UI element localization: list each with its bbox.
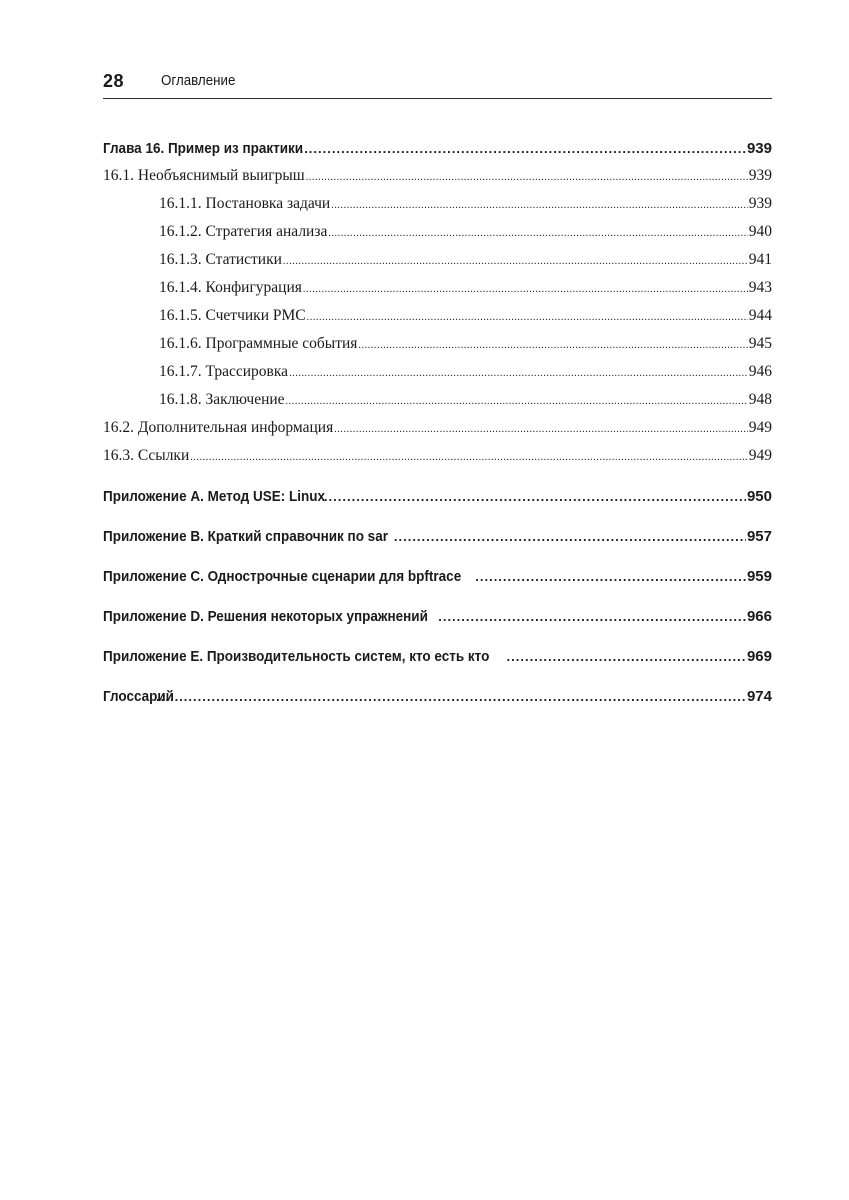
toc-appendix-entry[interactable] [103,564,772,590]
toc-entry-title: Приложение А. Метод USE: Linux [103,488,325,505]
toc-entry-title: 16.1.4. Конфигурация [159,279,302,296]
toc-entry-page: 943 [748,279,772,296]
toc-entry-title: 16.1.1. Постановка задачи [159,195,331,212]
toc-subsection-entry[interactable] [103,218,772,246]
toc-entry-page: 945 [748,335,772,352]
toc-subsection-entry[interactable] [103,274,772,302]
toc-entry-title: Глоссарий [103,688,174,705]
page-number: 28 [103,71,125,91]
dot-leader [190,444,747,472]
dot-leader [303,276,748,304]
dot-leader [475,564,746,590]
toc-entry-title: 16.1.7. Трассировка [159,363,289,380]
dot-leader [438,604,746,630]
dot-leader [289,360,748,388]
toc-entry-page: 966 [746,608,772,625]
toc-entry-page: 939 [746,140,772,157]
toc-entry-page: 946 [748,363,772,380]
toc-entry-page: 939 [748,167,772,184]
toc-entry-page: 949 [748,419,772,436]
dot-leader [324,484,746,510]
toc-appendix-entry[interactable] [103,484,772,510]
toc-entry-title: Глава 16. Пример из практики [103,140,304,157]
toc-entry-title: 16.3. Ссылки [103,447,190,464]
toc-subsection-entry[interactable] [103,358,772,386]
toc-section-entry[interactable] [103,442,772,470]
table-of-contents [103,136,772,710]
toc-entry-title: 16.1. Необъяснимый выигрыш [103,167,305,184]
toc-entry-page: 944 [748,307,772,324]
toc-appendix-entry[interactable] [103,604,772,630]
dot-leader [507,644,746,670]
toc-subsection-entry[interactable] [103,302,772,330]
dot-leader [358,332,747,360]
toc-subsection-entry[interactable] [103,330,772,358]
toc-entry-page: 974 [746,688,772,705]
dot-leader [156,684,746,710]
toc-entry-page: 948 [748,391,772,408]
toc-entry-title: 16.1.3. Статистики [159,251,282,268]
toc-section-entry[interactable] [103,414,772,442]
toc-entry-page: 940 [748,223,772,240]
running-title: Оглавление [161,73,236,89]
dot-leader [300,136,746,162]
toc-entry-page: 939 [748,195,772,212]
toc-entry-title: 16.1.5. Счетчики PMC [159,307,306,324]
toc-subsection-entry[interactable] [103,386,772,414]
dot-leader [328,220,747,248]
toc-entry-page: 959 [746,568,772,585]
toc-entry-title: 16.1.2. Стратегия анализа [159,223,328,240]
toc-section-entry[interactable] [103,162,772,190]
toc-entry-title: Приложение E. Производительность систем, кто есть кто [103,648,490,665]
toc-entry-title: 16.1.6. Программные события [159,335,358,352]
toc-subsection-entry[interactable] [103,246,772,274]
toc-subsection-entry[interactable] [103,190,772,218]
toc-entry-page: 969 [746,648,772,665]
toc-entry-title: Приложение D. Решения некоторых упражнений [103,608,428,625]
toc-appendix-entry[interactable] [103,644,772,670]
toc-entry-page: 950 [746,488,772,505]
toc-appendix-entry[interactable] [103,524,772,550]
dot-leader [286,388,748,416]
toc-entry-title: 16.1.8. Заключение [159,391,285,408]
toc-entry-title: 16.2. Дополнительная информация [103,419,334,436]
toc-entry-title: Приложение C. Однострочные сценарии для bpftrace [103,568,462,585]
dot-leader [334,416,748,444]
toc-entry-page: 957 [746,528,772,545]
dot-leader [394,524,746,550]
dot-leader [331,192,748,220]
toc-chapter-entry[interactable] [103,136,772,162]
toc-entry-title: Приложение B. Краткий справочник по sar [103,528,388,545]
dot-leader [306,164,748,192]
dot-leader [283,248,748,276]
toc-entry-page: 941 [748,251,772,268]
toc-glossary-entry[interactable] [103,684,772,710]
toc-entry-page: 949 [748,447,772,464]
page-header [103,66,772,99]
dot-leader [307,304,748,332]
